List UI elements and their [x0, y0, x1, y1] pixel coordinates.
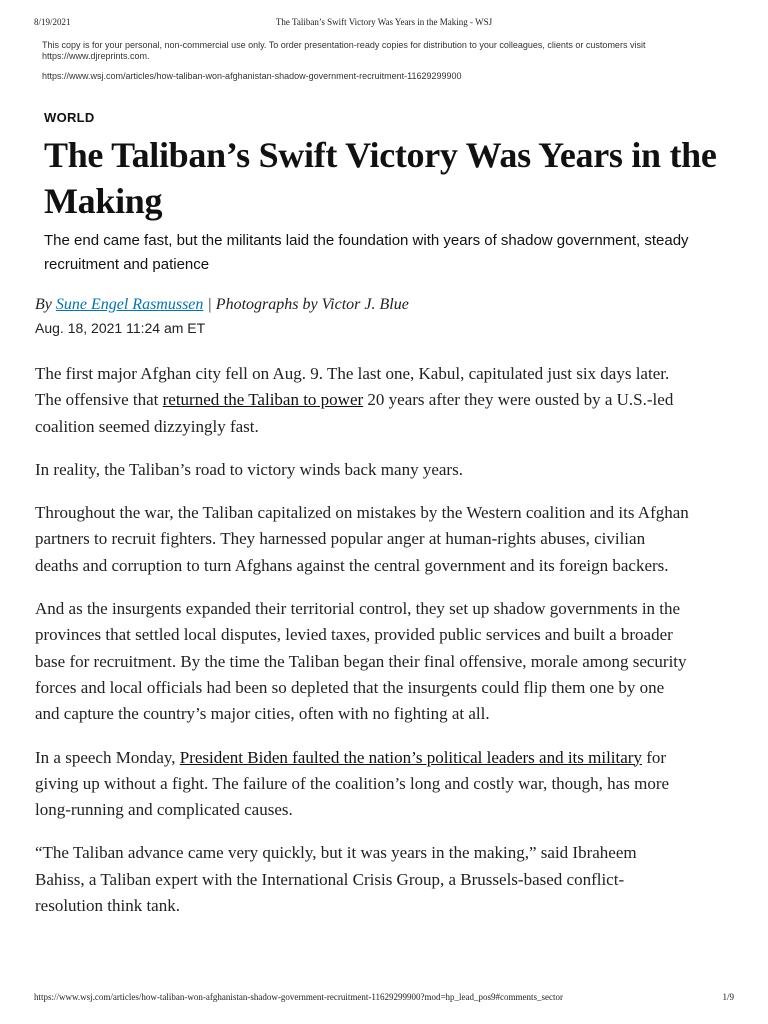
byline-prefix: By	[35, 296, 52, 313]
article-paragraph: The first major Afghan city fell on Aug. 9. The last one, Kabul, capitulated just six days later. The offensive that returned the Taliban to power 20 years after they were ousted by a U.S.-led coalition seemed dizzyingly fast.	[35, 364, 674, 436]
print-header	[34, 17, 734, 31]
byline	[35, 296, 409, 314]
photo-credit: | Photographs by Victor J. Blue	[207, 296, 409, 313]
source-url: https://www.wsj.com/articles/how-taliban-won-afghanistan-shadow-government-recruitment-11629299900	[42, 71, 462, 81]
article-headline: The Taliban’s Swift Victory Was Years in the Making	[44, 135, 717, 221]
article-paragraph: In reality, the Taliban’s road to victory winds back many years.	[35, 459, 463, 479]
section-label[interactable]: WORLD	[44, 110, 95, 125]
article-body	[35, 361, 690, 936]
article-paragraph: “The Taliban advance came very quickly, but it was years in the making,” said Ibraheem Bahiss, a Taliban expert with the International Crisis Group, a Brussels-based conflict-resolution think tank.	[35, 843, 637, 916]
inline-link-returned-to-power[interactable]: returned the Taliban to power	[162, 390, 364, 410]
article-dek: The end came fast, but the militants laid the foundation with years of shadow government, steady recruitment and patience	[44, 232, 689, 273]
reprint-notice: This copy is for your personal, non-commercial use only. To order presentation-ready copies for distribution to your colleagues, clients or customers visit https://www.djreprints.com.	[42, 40, 646, 61]
footer-url: https://www.wsj.com/articles/how-taliban-won-afghanistan-shadow-government-recruitment-11629299900?mod=hp_lead_pos9#comments_sector	[34, 992, 564, 1002]
article-paragraph: In a speech Monday, President Biden faulted the nation’s political leaders and its military for giving up without a fight. The failure of the coalition’s long and costly war, though, has more long-running and complicated causes.	[35, 747, 670, 820]
inline-link-biden-faulted[interactable]: President Biden faulted the nation’s political leaders and its military	[179, 747, 642, 767]
print-footer	[34, 992, 734, 1006]
print-page-title: The Taliban’s Swift Victory Was Years in the Making - WSJ	[275, 17, 493, 27]
author-link[interactable]: Sune Engel Rasmussen	[55, 296, 204, 313]
page-number: 1/9	[722, 992, 734, 1002]
article-paragraph: And as the insurgents expanded their territorial control, they set up shadow governments in the provinces that settled local disputes, levied taxes, provided public services and built a broader base for recruitment. By the time the Taliban began their final offensive, morale among security forces and local officials had been so depleted that the insurgents could flip them one by one and capture the country’s major cities, often with no fighting at all.	[35, 599, 687, 724]
article-timestamp: Aug. 18, 2021 11:24 am ET	[35, 320, 206, 336]
print-date: 8/19/2021	[34, 17, 71, 27]
article-paragraph: Throughout the war, the Taliban capitalized on mistakes by the Western coalition and its Afghan partners to recruit fighters. They harnessed popular anger at human-rights abuses, civilian deaths and corruption to turn Afghans against the central government and its foreign backers.	[35, 503, 689, 575]
